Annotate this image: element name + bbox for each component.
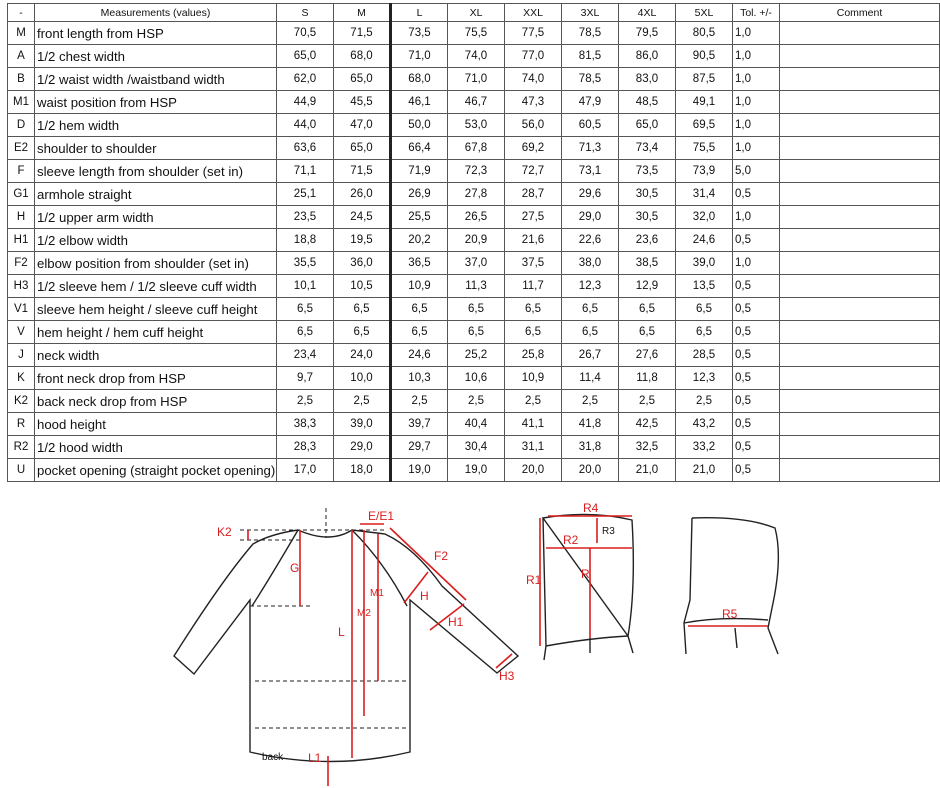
row-size-value: 71,5 [334, 22, 391, 45]
row-comment [780, 321, 940, 344]
row-size-value: 18,0 [334, 459, 391, 482]
row-size-value: 23,5 [277, 206, 334, 229]
row-tolerance: 0,5 [733, 321, 780, 344]
row-measurement-label: front neck drop from HSP [35, 367, 277, 390]
row-size-value: 12,3 [562, 275, 619, 298]
row-size-value: 27,5 [505, 206, 562, 229]
row-comment [780, 114, 940, 137]
row-size-value: 32,5 [619, 436, 676, 459]
row-size-value: 20,9 [448, 229, 505, 252]
table-row [8, 344, 940, 367]
row-tolerance: 0,5 [733, 367, 780, 390]
row-size-value: 39,0 [676, 252, 733, 275]
row-comment [780, 252, 940, 275]
col-header-size-xxl: XXL [505, 4, 562, 22]
row-size-value: 53,0 [448, 114, 505, 137]
table-row [8, 390, 940, 413]
row-size-value: 78,5 [562, 68, 619, 91]
row-size-value: 60,5 [562, 114, 619, 137]
label-r: R [581, 567, 590, 581]
row-size-value: 71,1 [277, 160, 334, 183]
measurement-table [7, 3, 940, 482]
row-code: K2 [8, 390, 35, 413]
row-tolerance: 1,0 [733, 68, 780, 91]
label-r1: R1 [526, 573, 542, 587]
row-comment [780, 344, 940, 367]
row-size-value: 38,5 [619, 252, 676, 275]
row-tolerance: 1,0 [733, 137, 780, 160]
row-size-value: 77,0 [505, 45, 562, 68]
row-size-value: 68,0 [391, 68, 448, 91]
row-measurement-label: sleeve hem height / sleeve cuff height [35, 298, 277, 321]
row-size-value: 29,6 [562, 183, 619, 206]
row-size-value: 10,9 [505, 367, 562, 390]
row-size-value: 44,9 [277, 91, 334, 114]
row-size-value: 71,9 [391, 160, 448, 183]
row-tolerance: 0,5 [733, 413, 780, 436]
row-size-value: 41,1 [505, 413, 562, 436]
row-size-value: 24,0 [334, 344, 391, 367]
row-code: K [8, 367, 35, 390]
garment-diagram [0, 488, 940, 788]
row-size-value: 21,0 [619, 459, 676, 482]
label-r3: R3 [602, 526, 615, 537]
table-row [8, 229, 940, 252]
row-measurement-label: neck width [35, 344, 277, 367]
row-size-value: 10,3 [391, 367, 448, 390]
row-size-value: 73,5 [619, 160, 676, 183]
row-tolerance: 1,0 [733, 45, 780, 68]
row-size-value: 6,5 [448, 321, 505, 344]
table-row [8, 22, 940, 45]
label-h3: H3 [499, 669, 515, 683]
row-tolerance: 0,5 [733, 183, 780, 206]
row-code: R [8, 413, 35, 436]
table-row [8, 321, 940, 344]
row-size-value: 2,5 [562, 390, 619, 413]
row-size-value: 69,5 [676, 114, 733, 137]
row-size-value: 80,5 [676, 22, 733, 45]
row-tolerance: 1,0 [733, 91, 780, 114]
row-comment [780, 68, 940, 91]
table-row [8, 298, 940, 321]
row-size-value: 47,9 [562, 91, 619, 114]
row-size-value: 2,5 [676, 390, 733, 413]
row-tolerance: 1,0 [733, 22, 780, 45]
row-size-value: 69,2 [505, 137, 562, 160]
col-header-code: - [8, 4, 35, 22]
row-code: V [8, 321, 35, 344]
row-comment [780, 367, 940, 390]
row-size-value: 37,0 [448, 252, 505, 275]
row-size-value: 30,5 [619, 206, 676, 229]
row-comment [780, 91, 940, 114]
row-comment [780, 275, 940, 298]
row-size-value: 20,0 [562, 459, 619, 482]
col-header-size-3xl: 3XL [562, 4, 619, 22]
row-size-value: 11,8 [619, 367, 676, 390]
row-size-value: 73,1 [562, 160, 619, 183]
row-size-value: 25,8 [505, 344, 562, 367]
row-size-value: 31,1 [505, 436, 562, 459]
row-measurement-label: 1/2 hood width [35, 436, 277, 459]
row-size-value: 87,5 [676, 68, 733, 91]
table-row [8, 252, 940, 275]
row-size-value: 17,0 [277, 459, 334, 482]
row-size-value: 70,5 [277, 22, 334, 45]
table-row [8, 367, 940, 390]
row-size-value: 38,0 [562, 252, 619, 275]
row-code: E2 [8, 137, 35, 160]
row-tolerance: 0,5 [733, 229, 780, 252]
row-size-value: 21,6 [505, 229, 562, 252]
row-size-value: 36,0 [334, 252, 391, 275]
row-comment [780, 137, 940, 160]
row-size-value: 32,0 [676, 206, 733, 229]
row-size-value: 47,3 [505, 91, 562, 114]
row-size-value: 28,3 [277, 436, 334, 459]
table-row [8, 275, 940, 298]
row-size-value: 20,0 [505, 459, 562, 482]
row-size-value: 21,0 [676, 459, 733, 482]
row-size-value: 24,6 [676, 229, 733, 252]
row-size-value: 26,5 [448, 206, 505, 229]
row-size-value: 63,6 [277, 137, 334, 160]
row-measurement-label: 1/2 sleeve hem / 1/2 sleeve cuff width [35, 275, 277, 298]
row-size-value: 73,5 [391, 22, 448, 45]
row-size-value: 50,0 [391, 114, 448, 137]
row-size-value: 6,5 [505, 298, 562, 321]
row-tolerance: 0,5 [733, 344, 780, 367]
row-tolerance: 0,5 [733, 275, 780, 298]
row-measurement-label: waist position from HSP [35, 91, 277, 114]
row-size-value: 65,0 [334, 68, 391, 91]
row-size-value: 83,0 [619, 68, 676, 91]
row-size-value: 65,0 [619, 114, 676, 137]
row-size-value: 11,4 [562, 367, 619, 390]
row-size-value: 30,5 [619, 183, 676, 206]
row-size-value: 35,5 [277, 252, 334, 275]
row-size-value: 43,2 [676, 413, 733, 436]
row-tolerance: 0,5 [733, 390, 780, 413]
hoodie-outline [174, 530, 518, 762]
row-size-value: 71,0 [448, 68, 505, 91]
row-code: G1 [8, 183, 35, 206]
row-size-value: 25,1 [277, 183, 334, 206]
row-comment [780, 298, 940, 321]
row-size-value: 23,6 [619, 229, 676, 252]
row-size-value: 6,5 [562, 321, 619, 344]
header-row [8, 4, 940, 22]
row-size-value: 26,9 [391, 183, 448, 206]
row-size-value: 75,5 [676, 137, 733, 160]
row-code: H3 [8, 275, 35, 298]
table-row [8, 137, 940, 160]
row-comment [780, 183, 940, 206]
row-size-value: 26,7 [562, 344, 619, 367]
row-size-value: 44,0 [277, 114, 334, 137]
row-size-value: 31,4 [676, 183, 733, 206]
row-size-value: 41,8 [562, 413, 619, 436]
row-size-value: 42,5 [619, 413, 676, 436]
label-k2: K2 [217, 525, 232, 539]
label-r5: R5 [722, 607, 738, 621]
row-size-value: 28,7 [505, 183, 562, 206]
row-code: U [8, 459, 35, 482]
row-size-value: 12,9 [619, 275, 676, 298]
row-code: V1 [8, 298, 35, 321]
row-size-value: 72,3 [448, 160, 505, 183]
row-tolerance: 1,0 [733, 114, 780, 137]
row-size-value: 6,5 [277, 321, 334, 344]
row-size-value: 78,5 [562, 22, 619, 45]
row-comment [780, 206, 940, 229]
row-size-value: 30,4 [448, 436, 505, 459]
row-measurement-label: 1/2 chest width [35, 45, 277, 68]
row-size-value: 10,1 [277, 275, 334, 298]
row-size-value: 29,0 [562, 206, 619, 229]
row-size-value: 77,5 [505, 22, 562, 45]
row-size-value: 24,6 [391, 344, 448, 367]
row-size-value: 6,5 [676, 321, 733, 344]
row-tolerance: 0,5 [733, 298, 780, 321]
label-f2: F2 [434, 549, 449, 563]
col-header-size-l: L [391, 4, 448, 22]
row-measurement-label: 1/2 hem width [35, 114, 277, 137]
row-comment [780, 436, 940, 459]
row-size-value: 48,5 [619, 91, 676, 114]
row-tolerance: 1,0 [733, 252, 780, 275]
label-m1: M1 [370, 588, 384, 599]
row-comment [780, 390, 940, 413]
row-size-value: 10,6 [448, 367, 505, 390]
row-size-value: 36,5 [391, 252, 448, 275]
row-size-value: 10,0 [334, 367, 391, 390]
row-tolerance: 5,0 [733, 160, 780, 183]
row-size-value: 6,5 [562, 298, 619, 321]
row-size-value: 66,4 [391, 137, 448, 160]
row-code: B [8, 68, 35, 91]
row-size-value: 67,8 [448, 137, 505, 160]
table-row [8, 436, 940, 459]
row-size-value: 74,0 [505, 68, 562, 91]
row-size-value: 6,5 [619, 298, 676, 321]
row-tolerance: 1,0 [733, 206, 780, 229]
row-comment [780, 459, 940, 482]
hood-front-outline [543, 514, 633, 660]
row-size-value: 72,7 [505, 160, 562, 183]
row-size-value: 56,0 [505, 114, 562, 137]
row-size-value: 81,5 [562, 45, 619, 68]
table-row [8, 68, 940, 91]
label-g: G [290, 561, 300, 575]
row-size-value: 19,0 [391, 459, 448, 482]
row-measurement-label: pocket opening (straight pocket opening) [35, 459, 277, 482]
label-l1: L1 [308, 751, 322, 765]
row-code: R2 [8, 436, 35, 459]
row-measurement-label: front length from HSP [35, 22, 277, 45]
row-size-value: 10,5 [334, 275, 391, 298]
row-size-value: 71,0 [391, 45, 448, 68]
col-header-tolerance: Tol. +/- [733, 4, 780, 22]
row-size-value: 71,5 [334, 160, 391, 183]
row-code: H [8, 206, 35, 229]
row-size-value: 74,0 [448, 45, 505, 68]
col-header-size-5xl: 5XL [676, 4, 733, 22]
row-measurement-label: 1/2 elbow width [35, 229, 277, 252]
row-size-value: 6,5 [277, 298, 334, 321]
row-size-value: 46,1 [391, 91, 448, 114]
row-size-value: 20,2 [391, 229, 448, 252]
row-measurement-label: elbow position from shoulder (set in) [35, 252, 277, 275]
row-size-value: 65,0 [334, 137, 391, 160]
row-measurement-label: sleeve length from shoulder (set in) [35, 160, 277, 183]
row-size-value: 13,5 [676, 275, 733, 298]
row-size-value: 6,5 [391, 321, 448, 344]
row-size-value: 71,3 [562, 137, 619, 160]
row-size-value: 79,5 [619, 22, 676, 45]
row-size-value: 2,5 [505, 390, 562, 413]
row-size-value: 23,4 [277, 344, 334, 367]
row-code: F [8, 160, 35, 183]
row-size-value: 29,0 [334, 436, 391, 459]
table-row [8, 413, 940, 436]
row-size-value: 11,3 [448, 275, 505, 298]
hood-side-outline [684, 518, 778, 654]
table-row [8, 183, 940, 206]
row-size-value: 26,0 [334, 183, 391, 206]
label-e-e1: E/E1 [368, 509, 395, 523]
row-size-value: 6,5 [505, 321, 562, 344]
row-size-value: 45,5 [334, 91, 391, 114]
table-row [8, 114, 940, 137]
row-size-value: 2,5 [334, 390, 391, 413]
row-size-value: 6,5 [448, 298, 505, 321]
row-size-value: 73,4 [619, 137, 676, 160]
row-comment [780, 413, 940, 436]
row-tolerance: 0,5 [733, 436, 780, 459]
label-l: L [338, 625, 345, 639]
row-size-value: 62,0 [277, 68, 334, 91]
row-size-value: 49,1 [676, 91, 733, 114]
row-size-value: 6,5 [334, 298, 391, 321]
row-code: M1 [8, 91, 35, 114]
row-size-value: 24,5 [334, 206, 391, 229]
row-size-value: 38,3 [277, 413, 334, 436]
row-size-value: 29,7 [391, 436, 448, 459]
row-size-value: 18,8 [277, 229, 334, 252]
row-measurement-label: back neck drop from HSP [35, 390, 277, 413]
row-size-value: 10,9 [391, 275, 448, 298]
row-size-value: 39,7 [391, 413, 448, 436]
row-size-value: 39,0 [334, 413, 391, 436]
row-size-value: 12,3 [676, 367, 733, 390]
row-code: D [8, 114, 35, 137]
row-comment [780, 229, 940, 252]
row-size-value: 9,7 [277, 367, 334, 390]
row-size-value: 2,5 [391, 390, 448, 413]
table-row [8, 459, 940, 482]
row-size-value: 75,5 [448, 22, 505, 45]
row-measurement-label: 1/2 upper arm width [35, 206, 277, 229]
row-size-value: 6,5 [334, 321, 391, 344]
label-back: back [262, 752, 284, 763]
row-size-value: 86,0 [619, 45, 676, 68]
row-size-value: 2,5 [277, 390, 334, 413]
row-size-value: 47,0 [334, 114, 391, 137]
label-r4: R4 [583, 501, 599, 515]
row-size-value: 37,5 [505, 252, 562, 275]
table-row [8, 91, 940, 114]
label-r2: R2 [563, 533, 579, 547]
table-row [8, 160, 940, 183]
row-size-value: 27,8 [448, 183, 505, 206]
row-code: F2 [8, 252, 35, 275]
table-row [8, 45, 940, 68]
row-size-value: 6,5 [391, 298, 448, 321]
row-tolerance: 0,5 [733, 459, 780, 482]
row-measurement-label: hem height / hem cuff height [35, 321, 277, 344]
label-m2: M2 [357, 608, 371, 619]
row-measurement-label: armhole straight [35, 183, 277, 206]
row-size-value: 28,5 [676, 344, 733, 367]
row-comment [780, 22, 940, 45]
row-size-value: 19,0 [448, 459, 505, 482]
row-measurement-label: hood height [35, 413, 277, 436]
col-header-size-m: M [334, 4, 391, 22]
row-size-value: 22,6 [562, 229, 619, 252]
row-size-value: 65,0 [277, 45, 334, 68]
col-header-measurement: Measurements (values) [35, 4, 277, 22]
row-size-value: 11,7 [505, 275, 562, 298]
row-size-value: 6,5 [676, 298, 733, 321]
col-header-comment: Comment [780, 4, 940, 22]
col-header-size-xl: XL [448, 4, 505, 22]
row-size-value: 19,5 [334, 229, 391, 252]
row-size-value: 31,8 [562, 436, 619, 459]
col-header-size-s: S [277, 4, 334, 22]
col-header-size-4xl: 4XL [619, 4, 676, 22]
row-measurement-label: 1/2 waist width /waistband width [35, 68, 277, 91]
row-size-value: 25,2 [448, 344, 505, 367]
row-comment [780, 160, 940, 183]
row-size-value: 6,5 [619, 321, 676, 344]
label-h: H [420, 589, 429, 603]
row-code: J [8, 344, 35, 367]
row-size-value: 33,2 [676, 436, 733, 459]
row-size-value: 46,7 [448, 91, 505, 114]
row-size-value: 90,5 [676, 45, 733, 68]
row-code: H1 [8, 229, 35, 252]
row-size-value: 68,0 [334, 45, 391, 68]
row-size-value: 73,9 [676, 160, 733, 183]
row-measurement-label: shoulder to shoulder [35, 137, 277, 160]
row-size-value: 2,5 [619, 390, 676, 413]
row-size-value: 40,4 [448, 413, 505, 436]
table-row [8, 206, 940, 229]
label-h1: H1 [448, 615, 464, 629]
row-size-value: 2,5 [448, 390, 505, 413]
row-code: M [8, 22, 35, 45]
row-comment [780, 45, 940, 68]
row-size-value: 27,6 [619, 344, 676, 367]
row-size-value: 25,5 [391, 206, 448, 229]
row-code: A [8, 45, 35, 68]
